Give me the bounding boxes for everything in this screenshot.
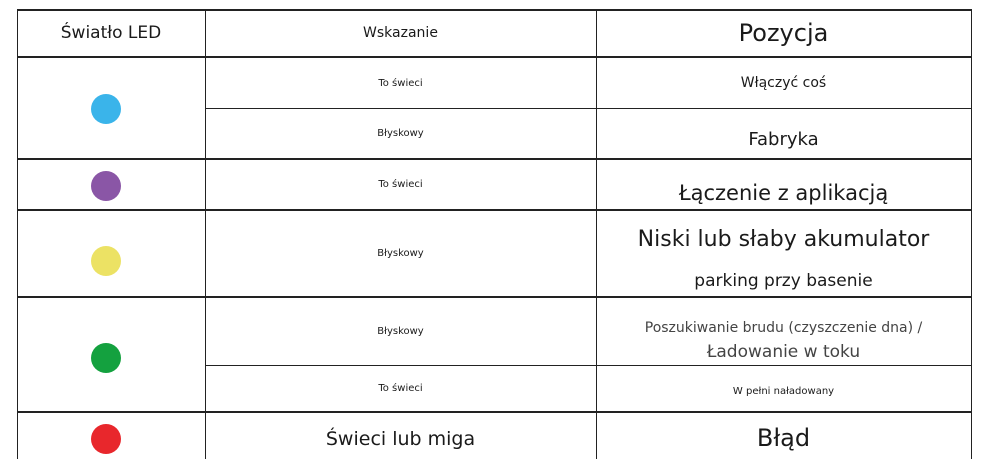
- blue-led-dot: [91, 94, 121, 124]
- green-led-dot: [91, 343, 121, 373]
- position-cell-line1: Niski lub słaby akumulator: [637, 226, 930, 252]
- indication-cell: To świeci: [378, 179, 423, 190]
- purple-led-dot: [91, 171, 121, 201]
- position-cell: Błąd: [756, 423, 811, 452]
- position-cell: Włączyć coś: [740, 75, 827, 91]
- position-cell-line2: Ładowanie w toku: [706, 342, 861, 362]
- header-indication: Wskazanie: [363, 25, 438, 41]
- header-position: Pozycja: [738, 19, 829, 47]
- position-cell-line1: Poszukiwanie brudu (czyszczenie dna) /: [644, 320, 923, 336]
- indication-cell: To świeci: [378, 383, 423, 394]
- indication-cell: To świeci: [378, 77, 423, 89]
- indication-cell: Błyskowy: [377, 326, 424, 337]
- position-cell: W pełni naładowany: [732, 386, 835, 397]
- position-cell: Łączenie z aplikacją: [678, 180, 889, 205]
- indication-cell: Błyskowy: [377, 128, 424, 139]
- table-border-left: [17, 9, 18, 459]
- red-led-dot: [91, 424, 121, 454]
- table-border-right: [971, 9, 972, 459]
- yellow-led-dot: [91, 246, 121, 276]
- header-led-light: Światło LED: [60, 23, 162, 43]
- indication-cell: Świeci lub miga: [325, 428, 476, 450]
- position-cell-line2: parking przy basenie: [694, 271, 873, 291]
- indication-cell: Błyskowy: [377, 248, 424, 259]
- position-cell: Fabryka: [748, 129, 819, 150]
